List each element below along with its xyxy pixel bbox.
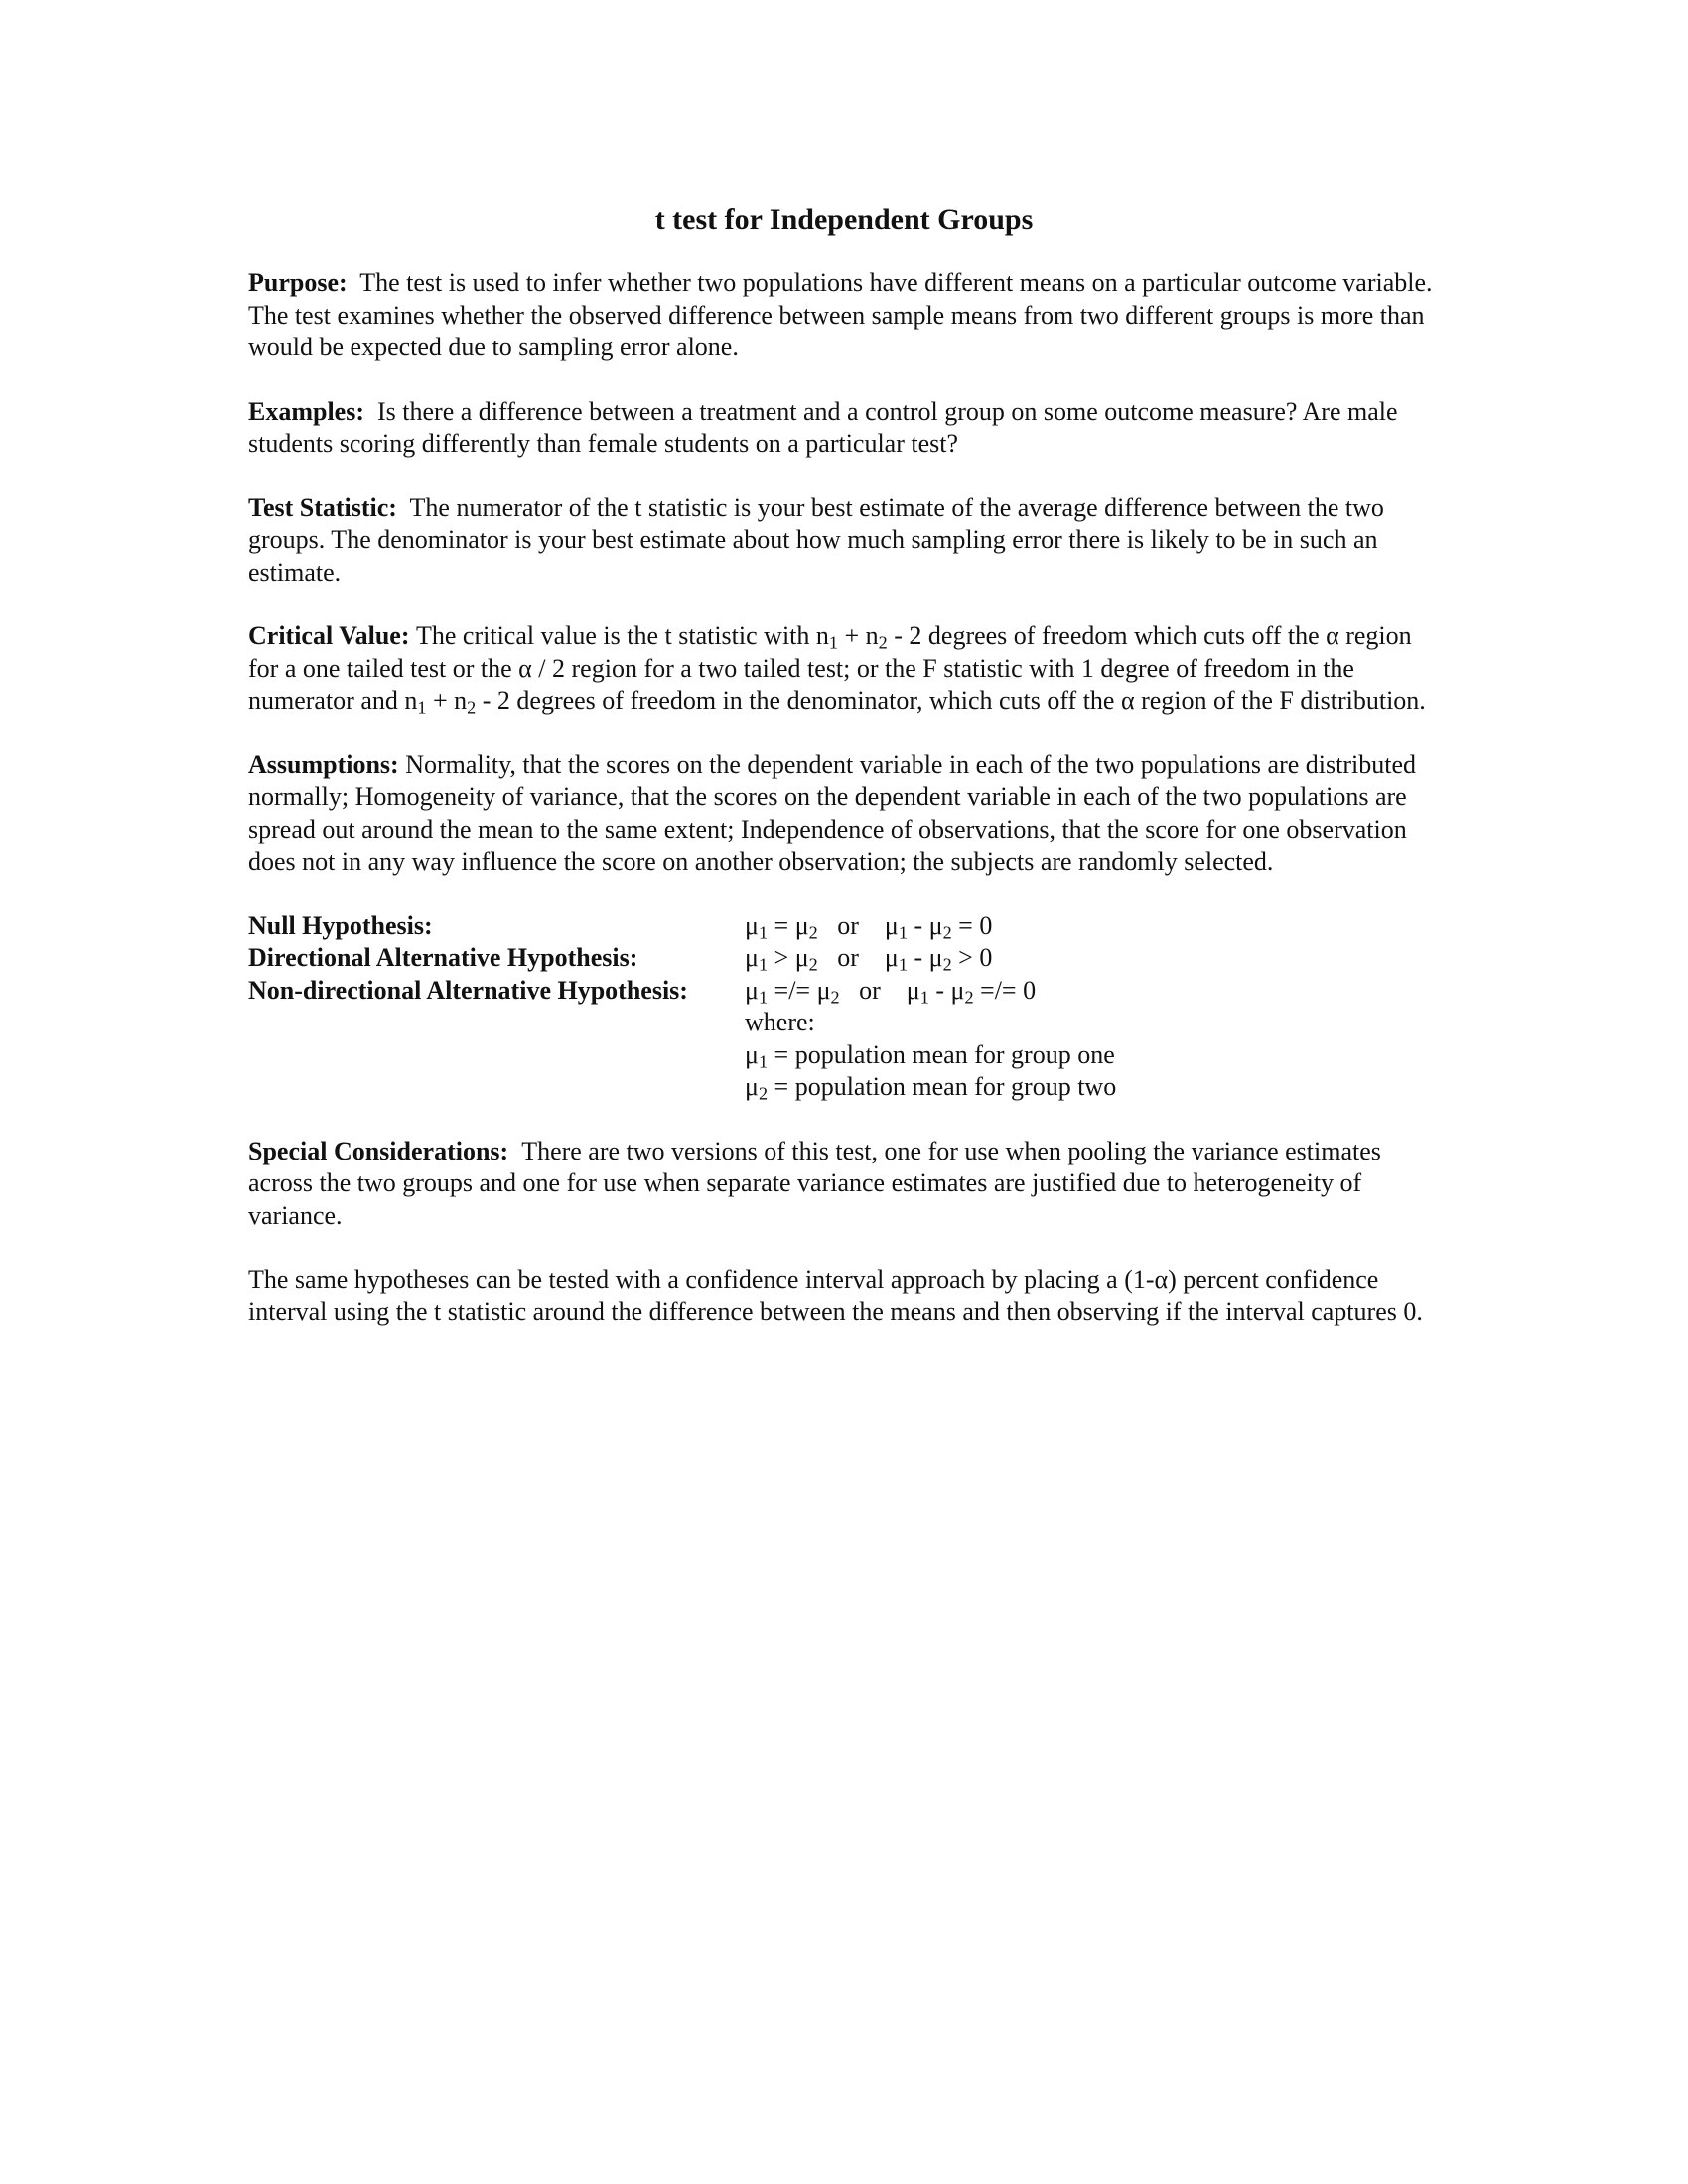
examples-text: Is there a difference between a treatment and a control group on some outcome measure? Are male students scoring differently than female students on a particular test? [248,396,1398,458]
critical-value-paragraph [248,620,1440,718]
document-page [248,189,1440,1360]
formula-sub: 1 [758,987,769,1008]
formula-part: > 0 [951,943,993,972]
confidence-interval-paragraph: The same hypotheses can be tested with a confidence interval approach by placing a (1-α) percent confidence interval using the t statistic around the difference between the means and then observing if the interval captures 0. [248,1265,1423,1326]
formula-part: = population mean for group one [768,1039,1115,1069]
assumptions-text: Normality, that the scores on the dependent variable in each of the two populations are distributed normally; Homogeneity of variance, that the scores on the dependent variable in each of the two populations are spread out around the mean to the same extent; Independence of observations, that the score for one observation does not in any way influence the score on another observation; the subjects are randomly selected. [248,750,1417,876]
critical-value-sub-1: 1 [828,632,838,653]
formula-part: μ [745,910,759,940]
formula-sub: 2 [808,954,818,975]
formula-sub: 1 [898,954,908,975]
formula-part: = 0 [951,910,993,940]
formula-sub: 2 [808,922,818,943]
formula-part: > μ [768,943,809,972]
directional-hypothesis-formula [745,942,1440,975]
special-considerations-label: Special Considerations: [248,1136,509,1165]
formula-sub: 2 [758,1083,769,1104]
examples-paragraph [248,396,1440,461]
formula-sub: 1 [919,987,929,1008]
formula-sub: 1 [758,954,769,975]
formula-sub: 1 [758,1051,769,1072]
page-title: t test for Independent Groups [654,204,1034,236]
formula-part: or μ [839,975,920,1005]
formula-sub: 2 [942,922,952,943]
definition-mu1 [745,1039,1440,1072]
test-statistic-label: Test Statistic: [248,492,397,522]
critical-value-sub-2: 2 [878,632,888,653]
test-statistic-text: The numerator of the t statistic is your best estimate of the average difference between the two groups. The denominator is your best estimate about how much sampling error there is likely to be in such an estimate. [248,492,1384,587]
purpose-text: The test is used to infer whether two populations have different means on a particular outcome variable. The test examines whether the observed difference between sample means from two different groups is more than would be expected due to sampling error alone. [248,268,1433,361]
formula-part: μ [745,1072,759,1101]
formula-part: μ [745,1039,759,1069]
special-considerations-paragraph [248,1136,1440,1233]
formula-part: = population mean for group two [768,1072,1117,1101]
formula-part: =/= μ [768,975,831,1005]
formula-sub: 2 [830,987,840,1008]
directional-hypothesis-label: Directional Alternative Hypothesis: [248,943,638,972]
assumptions-label: Assumptions: [248,750,399,779]
formula-part: or μ [817,943,899,972]
formula-part: - μ [907,910,943,940]
formula-part: μ [745,943,759,972]
formula-part: - μ [928,975,965,1005]
where-label: where: [745,1008,815,1036]
formula-sub: 1 [758,922,769,943]
purpose-label: Purpose: [248,268,348,297]
critical-value-text-5: - 2 degrees of freedom in the denominator, which cuts off the α region of the F distribution. [476,686,1426,715]
critical-value-sub-4: 2 [467,697,477,718]
formula-part: =/= 0 [973,975,1037,1005]
special-considerations-text: There are two versions of this test, one for use when pooling the variance estimates across the two groups and one for use when separate variance estimates are justified due to heterogeneity of variance. [248,1136,1381,1230]
hypotheses-block [248,910,1440,1104]
formula-sub: 2 [964,987,974,1008]
null-hypothesis-formula [745,910,1440,943]
critical-value-text-2: + n [837,621,879,650]
formula-part: μ [745,975,759,1005]
formula-part: or μ [817,910,899,940]
test-statistic-paragraph [248,492,1440,590]
examples-label: Examples: [248,396,364,426]
nondirectional-hypothesis-label: Non-directional Alternative Hypothesis: [248,975,688,1005]
formula-sub: 1 [898,922,908,943]
formula-part: - μ [907,943,943,972]
critical-value-sub-3: 1 [417,697,427,718]
assumptions-paragraph [248,750,1440,879]
purpose-paragraph [248,267,1440,364]
null-hypothesis-label: Null Hypothesis: [248,910,433,940]
critical-value-label: Critical Value: [248,621,410,650]
critical-value-text-3: - 2 degrees of freedom which cuts off the α region for a one tailed test or the α / 2 region for a two tailed test; or the F statistic with 1 degree of freedom in the numerator and n [248,621,1412,715]
critical-value-text-1: The critical value is the t statistic with n [416,621,829,650]
formula-part: = μ [768,910,809,940]
formula-sub: 2 [942,954,952,975]
critical-value-text-4: + n [426,686,468,715]
definition-mu2 [745,1071,1440,1104]
nondirectional-hypothesis-formula [745,975,1440,1008]
